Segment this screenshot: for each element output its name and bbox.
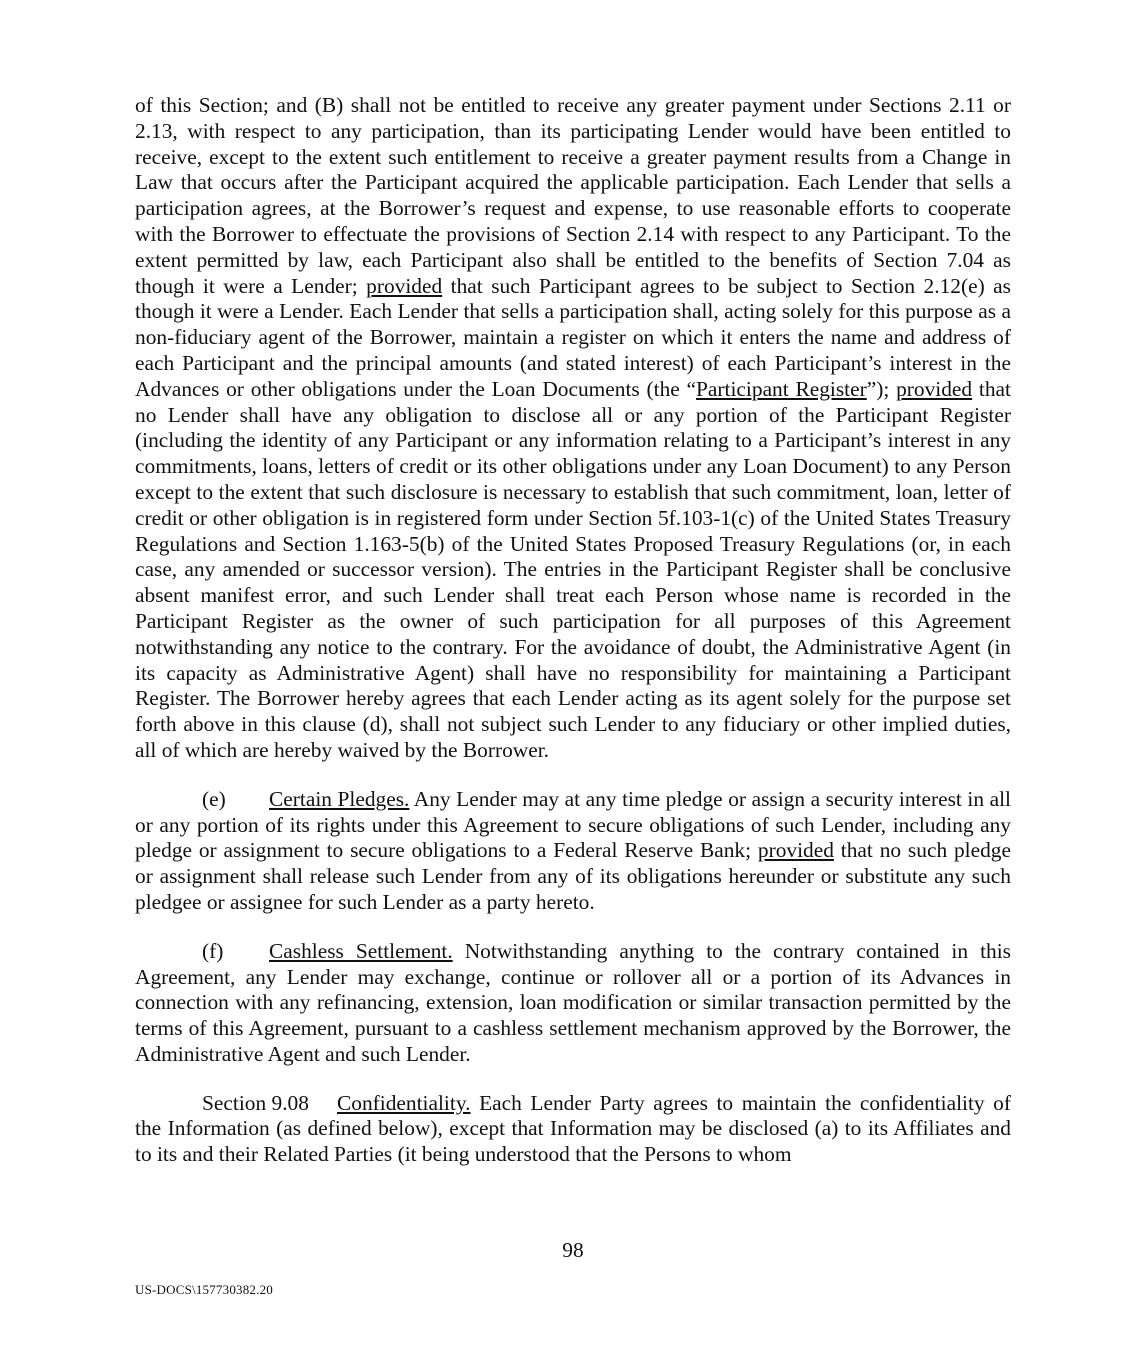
defined-term-provided: provided <box>757 838 834 863</box>
body-text <box>135 93 1011 1168</box>
text-run: that no such pledge or assignment shall release such Lender from any of its obligations hereunder or substitute any such pledgee or assignee for such Lender as a party hereto. <box>135 838 1011 914</box>
text-run: Any Lender may at any time pledge or assign a security interest in all or any portion of its rights under this Agreement to secure obligations of such Lender, including any pledge or assignment to secure obligations to a Federal Reserve Bank; <box>135 786 1011 863</box>
document-id: US-DOCS\157730382.20 <box>135 1282 273 1297</box>
defined-term-provided: provided <box>366 273 443 298</box>
defined-term-participant-register: Participant Register <box>696 376 867 401</box>
text-run: of this Section; and (B) shall not be entitled to receive any greater payment under Sections 2.11 or 2.13, with respect to any participation, than its participating Lender would have been entitled to receive, except to the extent such entitlement to receive a greater payment results from a Change in Law that occurs after the Participant acquired the applicable participation. Each Lender that sells a participation agrees, at the Borrower’s request and expense, to use reasonable efforts to cooperate with the Borrower to effectuate the provisions of Section 2.14 with respect to any Participant. To the extent permitted by law, each Participant also shall be entitled to the benefits of Section 7.04 as though it were a Lender; <box>135 93 1011 298</box>
section-heading: Confidentiality. <box>337 1090 471 1115</box>
clause-label: (e) <box>202 786 226 811</box>
page-number: 98 <box>562 1238 584 1262</box>
defined-term-provided: provided <box>896 376 973 401</box>
paragraph-certain-pledges <box>135 787 1011 916</box>
text-run: that such Participant agrees to be subject to Section 2.12(e) as though it were a Lender. Each Lender that sells a participation shall, acting solely for this purpose as a non-fiduciary agent of the Borrower, maintain a register on which it enters the name and address of each Participant and the principal amounts (and stated interest) of each Participant’s interest in the Advances or other obligations under the Loan Documents (the “ <box>135 273 1012 401</box>
text-run: Notwithstanding anything to the contrary contained in this Agreement, any Lender may exchange, continue or rollover all or a portion of its Advances in connection with any refinancing, extension, loan modification or similar transaction permitted by the terms of this Agreement, pursuant to a cashless settlement mechanism approved by the Borrower, the Administrative Agent and such Lender. <box>135 938 1011 1066</box>
paragraph-participations <box>135 93 1011 764</box>
paragraph-confidentiality <box>135 1091 1011 1168</box>
clause-heading: Certain Pledges. <box>269 786 410 811</box>
text-run: that no Lender shall have any obligation to disclose all or any portion of the Participant Register (including the identity of any Participant or any information relating to a Participant’s interest in any commitments, loans, letters of credit or its other obligations under any Loan Document) to any Person except to the extent that such disclosure is necessary to establish that such commitment, loan, letter of credit or other obligation is in registered form under Section 5f.103-1(c) of the United States Treasury Regulations and Section 1.163-5(b) of the United States Proposed Treasury Regulations (or, in each case, any amended or successor version). The entries in the Participant Register shall be conclusive absent manifest error, and such Lender shall treat each Person whose name is recorded in the Participant Register as the owner of such participation for all purposes of this Agreement notwithstanding any notice to the contrary. For the avoidance of doubt, the Administrative Agent (in its capacity as Administrative Agent) shall have no responsibility for maintaining a Participant Register. The Borrower hereby agrees that each Lender acting as its agent solely for the purpose set forth above in this clause (d), shall not subject such Lender to any fiduciary or other implied duties, all of which are hereby waived by the Borrower. <box>135 376 1011 762</box>
text-run: Each Lender Party agrees to maintain the confidentiality of the Information (as defined below), except that Information may be disclosed (a) to its Affiliates and to its and their Related Parties (it being understood that the Persons to whom <box>135 1090 1011 1167</box>
text-run: ”); <box>866 376 897 401</box>
clause-label: (f) <box>202 938 224 963</box>
clause-heading: Cashless Settlement. <box>269 938 453 963</box>
paragraph-cashless-settlement <box>135 939 1011 1068</box>
section-number: Section 9.08 <box>202 1090 309 1115</box>
